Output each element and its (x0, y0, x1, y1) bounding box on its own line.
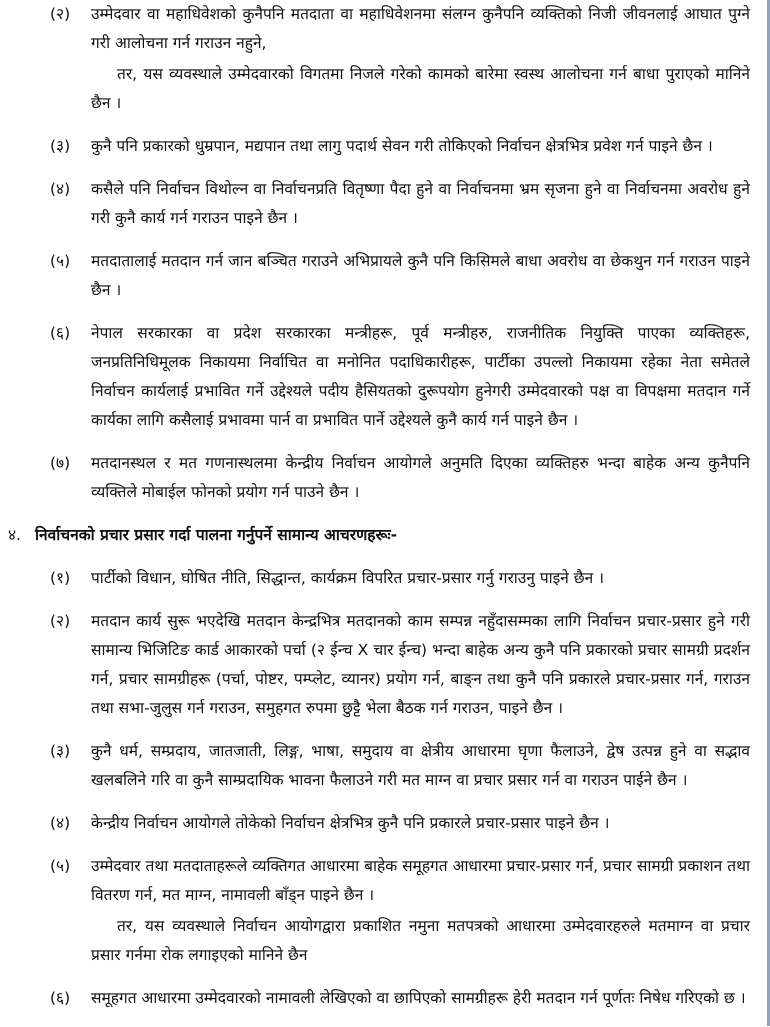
clause-text: उम्मेदवार तथा मतदाताहरूले व्यक्तिगत आधारमा बाहेक समूहगत आधारमा प्रचार-प्रसार गर्न, प्रचार सामग्री प्रकाशन तथा वितरण गर्न, मत माग्न, नामावली बाँड्न पाइने छैन । (91, 857, 750, 904)
clause-text: पार्टीको विधान, घोषित नीति, सिद्धान्त, कार्यक्रम विपरित प्रचार-प्रसार गर्नु गराउनु पाइने छैन । (91, 569, 605, 587)
clause-item (0, 737, 762, 795)
clause-text: समूहगत आधारमा उम्मेदवारको नामावली लेखिएको वा छापिएको सामग्रीहरू हेरी मतदान गर्न पूर्णतः निषेध गरिएको छ । (91, 989, 746, 1007)
clause-number: (७) (50, 454, 71, 472)
clause-number: (३) (50, 137, 71, 155)
clause-text: मतदान कार्य सुरू भएदेखि मतदान केन्द्रभित्र मतदानको काम सम्पन्न नहुँदासम्मका लागि निर्वाचन प्रचार-प्रसार हुने गरी सामान्य भिजिटिङ कार्ड आकारको पर्चा (२ ईन्च X चार ईन्च) भन्दा बाहेक अन्य कुनै पनि प्रकारको प्रचार सामग्री प्रदर्शन गर्न, प्रचार सामग्रीहरू (पर्चा, पोष्टर, पम्प्लेट, व्यानर) प्रयोग गर्न, बाङ्न तथा कुनै पनि प्रकारले प्रचार-प्रसार गर्न, गराउन तथा सभा-जुलुस गर्न गराउन, समुहगत रुपमा छुट्टै भेला बैठक गर्न गराउन, पाइने छैन । (91, 612, 750, 717)
clause-number: (६) (50, 989, 71, 1007)
clause-proviso: तर, यस व्यवस्थाले उम्मेदवारको विगतमा निजले गरेको कामको बारेमा स्वस्थ आलोचना गर्न बाधा पुराएको मानिने छैन । (91, 65, 750, 112)
clause-item (0, 132, 762, 161)
clause-number: (४) (50, 814, 71, 832)
clause-item (0, 247, 762, 305)
clause-item (0, 449, 762, 507)
clause-text: मतदातालाई मतदान गर्न जान बञ्चित गराउने अभिप्रायले कुनै पनि किसिमले बाधा अवरोध वा छेकथुन गर्न गराउन पाइने छैन । (91, 252, 750, 299)
clause-number: (५) (50, 857, 71, 875)
clause-text: कुनै पनि प्रकारको धुम्रपान, मद्यपान तथा लागु पदार्थ सेवन गरी तोकिएको निर्वाचन क्षेत्रभित्र प्रवेश गर्न पाइने छैन । (91, 137, 713, 155)
clause-item (0, 809, 762, 838)
clause-text: नेपाल सरकारका वा प्रदेश सरकारका मन्त्रीहरू, पूर्व मन्त्रीहरु, राजनीतिक नियुक्ति पाएका व्यक्तिहरू, जनप्रतिनिधिमूलक निकायमा निर्वाचित वा मनोनित पदाधिकारीहरू, पार्टीका उपल्लो निकायमा रहेका नेता समेतले निर्वाचन कार्यलाई प्रभावित गर्ने उद्देश्यले पदीय हैसियतको दुरूपयोग हुनेगरी उम्मेदवारको पक्ष वा विपक्षमा मतदान गर्ने कार्यका लागि कसैलाई प्रभावमा पार्न वा प्रभावित पार्ने उद्देश्यले कुनै कार्य गर्न पाइने छैन । (91, 324, 750, 429)
clause-proviso: तर, यस व्यवस्थाले निर्वाचन आयोगद्वारा प्रकाशित नमुना मतपत्रको आधारमा उम्मेदवारहरुले मतमाग्न वा प्रचार प्रसार गर्नमा रोक लगाइएको मानिने छैन (91, 917, 750, 964)
clause-number: (६) (50, 324, 71, 342)
section-number: ४. (8, 526, 21, 544)
clause-item (0, 852, 762, 970)
clause-text: कुनै धर्म, सम्प्रदाय, जातजाती, लिङ्ग, भाषा, समुदाय वा क्षेत्रीय आधारमा घृणा फैलाउने, द्वेष उत्पन्न हुने वा सद्भाव खलबलिने गरि वा कुनै साम्प्रदायिक भावना फैलाउने गरी मत माग्न वा प्रचार प्रसार गर्न वा गराउन पाईने छैन । (91, 742, 750, 789)
clause-number: (४) (50, 180, 71, 198)
clause-item (0, 564, 762, 593)
clause-number: (१) (50, 569, 71, 587)
clause-number: (२) (50, 612, 71, 630)
clause-item (0, 0, 762, 118)
clause-text: उम्मेदवार वा महाधिवेशको कुनैपनि मतदाता वा महाधिवेशनमा संलग्न कुनैपनि व्यक्तिको निजी जीवनलाई आघात पुग्ने गरी आलोचना गर्न गराउन नहुने, (91, 5, 750, 52)
clause-item (0, 607, 762, 723)
clause-text: मतदानस्थल र मत गणनास्थलमा केन्द्रीय निर्वाचन आयोगले अनुमति दिएका व्यक्तिहरु भन्दा बाहेक अन्य कुनैपनि व्यक्तिले मोबाईल फोनको प्रयोग गर्न पाउने छैन । (91, 454, 750, 501)
clause-list-a (0, 0, 762, 507)
clause-number: (२) (50, 5, 71, 23)
clause-item (0, 319, 762, 435)
clause-text: केन्द्रीय निर्वाचन आयोगले तोकेको निर्वाचन क्षेत्रभित्र कुनै पनि प्रकारले प्रचार-प्रसार पाइने छैन । (91, 814, 610, 832)
clause-list-b (0, 564, 762, 1013)
clause-item (0, 175, 762, 233)
section-heading (0, 521, 762, 550)
clause-number: (३) (50, 742, 71, 760)
clause-text: कसैले पनि निर्वाचन विथोल्न वा निर्वाचनप्रति वितृष्णा पैदा हुने वा निर्वाचनमा भ्रम सृजना हुने वा निर्वाचनमा अवरोध हुने गरी कुनै कार्य गर्न गराउन पाइने छैन । (91, 180, 750, 227)
section-title: निर्वाचनको प्रचार प्रसार गर्दा पालना गर्नुपर्ने सामान्य आचरणहरूः- (35, 526, 398, 544)
clause-number: (५) (50, 252, 71, 270)
clause-item (0, 984, 762, 1013)
